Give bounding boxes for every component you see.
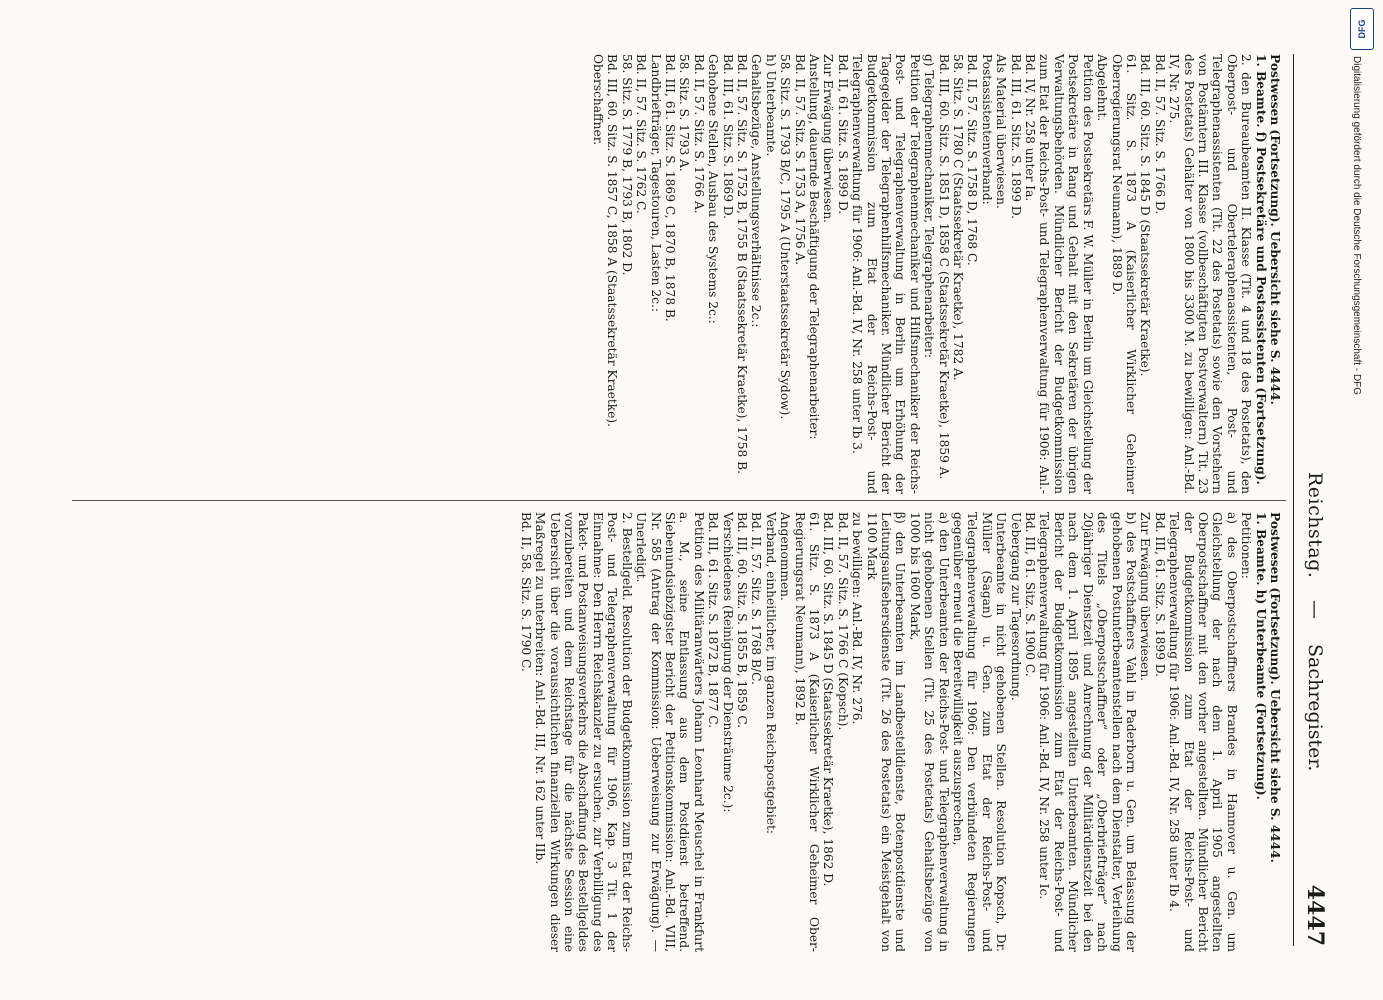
entry-paragraph: Unterbeamte in nicht gehobenen Stellen. Resolution Kopsch, Dr. Müller (Sagan) u. Gen. zum Etat der Reichs-Post- und Telegraphenverwaltung für 1906: Den verbündeten Regierungen gegenüber erneut die Bereitwilligkeit auszusprechen, [950, 512, 1008, 952]
running-head [1293, 54, 1334, 946]
entry-paragraph: Zur Erwägung überwiesen. [1137, 512, 1152, 682]
entry-paragraph: a) den Unterbeamten der Reichs-Post- und Telegraphenverwaltung in nicht gehobenen Stellen (Tit. 25 des Postetats) Gehaltsbezüge von 1000 bis 1600 Mark, [907, 512, 951, 952]
entry-paragraph: Gehobene Stellen, Ausbau des Systems 2c.: [705, 54, 720, 324]
entry-paragraph: Bd. II, 61. Sitz. S. 1899 D. [835, 54, 850, 215]
header-right: Sachregister. [1303, 644, 1326, 772]
entry-paragraph: Gehaltsbezüge, Anstellungsverhältnisse 2c.: [748, 54, 763, 328]
entry-paragraph: β) den Unterbeamten im Landbestelldienste, Botenpostdienste und Leitungsaufsehersdienste (Tit. 26 des Postetats) ein Meistgehalt von 1100 Mark [864, 512, 907, 952]
entry-paragraph: Petitionen: [1238, 512, 1253, 579]
entry-paragraph: Verschiedenes (Reinigung der Diensträume 2c.): [720, 512, 735, 813]
digitization-credit: Digitalisierung gefördert durch die Deutsche Forschungsgemeinschaft - DFG [1351, 56, 1362, 396]
entry-paragraph: 2. den Bureaubeamten II. Klasse (Tit. 4 und 18 des Postetats), den Oberpost- und Oberteleraphenassistenten, Post- und Telegraphenassistenten (Tit. 22 des Postetats) sowie den Vorstehern von Postämtern III. Klasse (vollbeschäftigten Postverwaltern) Tit. 23 des Postetats) Gehälter von 1800 bis 3300 M. zu bewilligen: Anl.-Bd. IV, Nr. 275. [1166, 54, 1253, 494]
entry-paragraph: Bd. III, 60. Sitz. S. 1851 D, 1858 C (Staatssekretär Kraetke), 1859 A. [936, 54, 951, 480]
entry-paragraph: zu bewilligen: Anl.-Bd. IV, Nr. 276. [849, 512, 864, 725]
entry-paragraph: Bd. III, 61. Sitz. S. 1869 C, 1870 B, 1878 B. [662, 54, 677, 322]
entry-paragraph: Bd. II, 57. Sitz. S. 1766 C (Kopsch). [835, 512, 850, 731]
entry-paragraph: Anstellung, dauernde Beschäftigung der Telegraphenarbeiter: [806, 54, 821, 440]
entry-paragraph: Petition der Telegraphenmechaniker und Hilfsmechaniker der Reichs-Post- und Telegraphenverwaltung in Berlin um Erhöhung der Tagegelder der Telegraphenhilfsmechaniker. Mündlicher Bericht der Budgetkommission zum Etat der Reichs-Post- und Telegraphenverwaltung für 1906: Anl.-Bd. IV, Nr. 258 unter Ib 3. [849, 54, 922, 494]
entry-paragraph: 58. Sitz. S. 1793 A. [676, 54, 691, 172]
entry-paragraph: 58. Sitz. S. 1780 C (Staatssekretär Kraetke), 1782 A. [950, 54, 965, 381]
entry-paragraph: 58. Sitz. S. 1793 B/C, 1795 A (Unterstaatssekretär Sydow). [777, 54, 792, 420]
column-rule [72, 500, 1286, 501]
entry-paragraph: Abgelehnt. [1094, 54, 1109, 122]
entry-paragraph: Postwesen (Fortsetzung). Uebersicht siehe S. 4444. [1267, 512, 1282, 863]
entry-paragraph: Bd. II, 57. Sitz. S. 1758 D, 1768 C. [964, 54, 979, 266]
entry-paragraph: 1. Beamte. f) Postsekretäre und Postassistenten (Fortsetzung). [1253, 54, 1268, 485]
entry-paragraph: Bd. III, 61. Sitz. S. 1900 C. [1022, 512, 1037, 677]
entry-paragraph: b) des Postschaffners Vahl in Paderborn u. Gen. um Belassung der gehobenen Postunterbeamtenstellen nach dem Dienstalter, Verleihung des Titels „Oberpostschaffner“ oder „Oberbriefträger“ nach 20jähriger Dienstzeit und Anrechnung der Militärdienstzeit bei den nach dem 1. April 1895 angestellten Unterbeamten. Mündlicher Bericht der Budgetkommission zum Etat der Reichs-Post- und Telegraphenverwaltung für 1906: Anl.-Bd. IV, Nr. 258 unter Ic. [1037, 512, 1138, 952]
entry-paragraph: Zur Erwägung überwiesen. [820, 54, 835, 224]
entry-paragraph: Petition des Militäranwärters Johann Leonhard Meuschel in Frankfurt a. M., seine Entlassung aus dem Postdienst betreffend. Siebenundsiebzigster Bericht der Petitionskommission: Anl.-Bd. VIII, Nr. 585 (Antrag der Kommission: Ueberweisung zur Erwägung). — Unerledigt. [633, 512, 706, 952]
entry-paragraph: Bd. III, 61. Sitz. S. 1872 B, 1877 C. [705, 512, 720, 729]
digitization-sidebar [1342, 0, 1383, 1000]
rotated-page [42, 30, 1342, 970]
entry-paragraph: Bd. II, 57. Sitz. S. 1753 A, 1756 A. [792, 54, 807, 266]
entry-paragraph: h) Unterbeamte. [763, 54, 778, 157]
page-number: 4447 [1301, 884, 1328, 946]
entry-paragraph: 61. Sitz. S. 1873 A (Kaiserlicher Wirklicher Geheimer Oberregierungsrat Neumann), 1889 D. [1109, 54, 1138, 494]
entry-paragraph: Bd. II, 57. Sitz. S. 1762 C. [633, 54, 648, 214]
header-dash: — [1303, 600, 1326, 619]
entry-paragraph: Bd. III, 60. Sitz. S. 1857 C, 1858 A (Staatssekretär Kraetke). [604, 54, 619, 427]
entry-paragraph: Landbriefträger, Tagestouren, Lasten 2c.: [648, 54, 663, 312]
entry-paragraph: Verband, einheitlicher, im ganzen Reichspostgebiet: [763, 512, 778, 834]
entry-paragraph: a) des Oberpostschaffners Brandes in Hannover u. Gen. um Gleichstellung der nach dem 1. April 1905 angestellten Oberpostschaffner mit den vorher angestellten. Mündlicher Bericht der Budgetkommission zum Etat der Reichs-Post- und Telegraphenverwaltung für 1906: Anl.-Bd. IV, Nr. 258 unter Ib 4. [1166, 512, 1239, 952]
entry-paragraph: Postassistentenverband: [979, 54, 994, 205]
dfg-logo [1350, 8, 1374, 50]
entry-paragraph: Bd. III, 61. Sitz. S. 1899 D. [1152, 512, 1167, 678]
entry-paragraph: Bd. II, 57. Sitz. S. 1766 D. [1152, 54, 1167, 215]
right-column [72, 512, 1282, 952]
entry-paragraph: Bd. III, 60. Sitz. S. 1845 D (Staatssekretär Kraetke). [1137, 54, 1152, 377]
entry-paragraph: Petition des Postsekretärs F. W. Müller in Berlin um Gleichstellung der Postsekretäre in Rang und Gehalt mit den Sekretären der übrigen Verwaltungsbehörden. Mündlicher Bericht der Budgetkommission zum Etat der Reichs-Post- und Telegraphenverwaltung für 1906: Anl.-Bd. IV, Nr. 258 unter Ia. [1022, 54, 1095, 494]
entry-paragraph: Uebergang zur Tagesordnung. [1008, 512, 1023, 701]
entry-paragraph: Bd. II, 58. Sitz. S. 1790 C. [518, 512, 533, 672]
entry-paragraph: Oberschaffner. [590, 54, 605, 146]
entry-paragraph: g) Telegraphenmechaniker, Telegraphenarbeiter: [921, 54, 936, 358]
entry-paragraph: 1. Beamte. h) Unterbeamte (Fortsetzung). [1253, 512, 1268, 800]
entry-paragraph: Bd. III, 61. Sitz. S. 1899 D. [1008, 54, 1023, 220]
entry-paragraph: Bd. III, 60. Sitz. S. 1845 D (Staatssekretär Kraetke), 1862 D. [820, 512, 835, 887]
left-column [72, 54, 1282, 494]
entry-paragraph: 2. Bestellgeld. Resolution der Budgetkommission zum Etat der Reichs-Post- und Telegraphenverwaltung für 1906, Kap. 3 Tit. 1 der Einnahme: Den Herrn Reichskanzler zu ersuchen, zur Verbilligung des Paket- und Postanweisungsverkehrs die Abschaffung des Bestellgeldes vorzubereiten und dem Reichstage für die nächste Session eine Uebersicht über die voraussichtlichen finanziellen Wirkungen dieser Maßregel zu unterbreiten: Anl.-Bd. III, Nr. 162 unter IIb. [532, 512, 634, 952]
entry-paragraph: Angenommen. [777, 512, 792, 601]
entry-paragraph: Bd. III, 61. Sitz. S. 1869 D. [720, 54, 735, 220]
entry-paragraph: Bd. III, 60. Sitz. S. 1855 B, 1859 C. [734, 512, 749, 729]
entry-paragraph: Bd. II, 57. Sitz. S. 1752 B, 1755 B (Staatssekretär Kraetke), 1758 B. [734, 54, 749, 474]
entry-paragraph: Als Material überwiesen. [993, 54, 1008, 209]
entry-paragraph: 58. Sitz. S. 1779 B, 1793 B, 1802 D. [619, 54, 634, 276]
entry-paragraph: Postwesen (Fortsetzung). Uebersicht siehe S. 4444. [1267, 54, 1282, 405]
header-left: Reichstag. [1303, 472, 1326, 579]
entry-paragraph: Bd. II, 57. Sitz. S. 1766 A. [691, 54, 706, 214]
dfg-logo-text: DFG [1357, 19, 1367, 39]
entry-paragraph: Bd. II, 57. Sitz. S. 1768 B/C. [748, 512, 763, 685]
entry-paragraph: 61. Sitz. S. 1873 A (Kaiserlicher Wirklicher Geheimer Ober-Regierungsrat Neumann), 1892 B. [792, 512, 821, 952]
